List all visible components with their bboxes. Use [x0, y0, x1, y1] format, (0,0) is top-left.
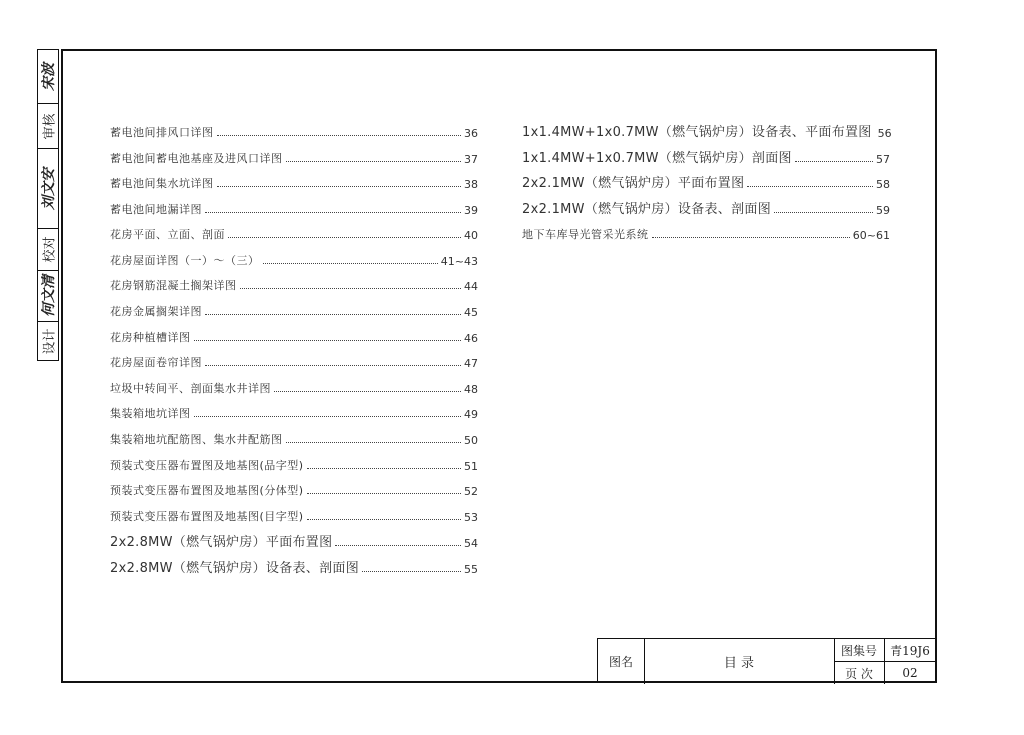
page-label: 页 次	[845, 666, 873, 681]
atlas-no: 青19J6	[890, 643, 930, 658]
toc-entry: 2x2.1MW（燃气锅炉房）平面布置图 58	[522, 176, 890, 191]
approval-strip	[37, 49, 59, 361]
toc-entry: 地下车库导光管采光系统 60~61	[522, 228, 890, 242]
check-label: 校对	[38, 229, 58, 271]
toc-entry: 花房种植槽详图 46	[110, 331, 478, 345]
toc-entry: 蓄电池间排风口详图 36	[110, 126, 478, 140]
toc-entry: 蓄电池间地漏详图 39	[110, 203, 478, 217]
page-no: 02	[902, 666, 918, 680]
drawing-name: 目 录	[723, 656, 755, 671]
reviewer-signature: 宋波	[38, 50, 58, 104]
review-label: 审核	[38, 104, 58, 149]
designer-signature: 何文清	[38, 271, 58, 322]
toc-entry: 2x2.8MW（燃气锅炉房）设备表、剖面图 55	[110, 561, 478, 576]
toc-entry: 花房屋面详图（一）～（三） 41~43	[110, 254, 478, 268]
toc-entry: 花房钢筋混凝土搁架详图 44	[110, 279, 478, 293]
title-block	[597, 638, 936, 683]
toc-entry: 蓄电池间蓄电池基座及进风口详图 37	[110, 152, 478, 166]
toc-entry: 花房金属搁架详图 45	[110, 305, 478, 319]
checker-signature: 刘文安	[38, 149, 58, 229]
toc-entry: 花房平面、立面、剖面 40	[110, 228, 478, 242]
design-label: 设计	[42, 327, 58, 355]
toc-entry: 垃圾中转间平、剖面集水井详图 48	[110, 382, 478, 396]
toc-entry: 1x1.4MW+1x0.7MW（燃气锅炉房）剖面图 57	[522, 151, 890, 166]
toc-entry: 集装箱地坑配筋图、集水井配筋图 50	[110, 433, 478, 447]
drawing-name-label: 图名	[608, 655, 633, 669]
toc-entry: 2x2.1MW（燃气锅炉房）设备表、剖面图 59	[522, 202, 890, 217]
toc-entry: 2x2.8MW（燃气锅炉房）平面布置图 54	[110, 535, 478, 550]
toc-entry: 花房屋面卷帘详图 47	[110, 356, 478, 370]
atlas-no-label: 图集号	[840, 643, 877, 658]
toc-entry: 预装式变压器布置图及地基图(目字型) 53	[110, 510, 478, 524]
toc-entry: 预装式变压器布置图及地基图(分体型) 52	[110, 484, 478, 498]
toc-entry: 集装箱地坑详图 49	[110, 407, 478, 421]
toc-entry: 1x1.4MW+1x0.7MW（燃气锅炉房）设备表、平面布置图 56	[522, 125, 892, 140]
toc-entry: 蓄电池间集水坑详图 38	[110, 177, 478, 191]
toc-entry: 预装式变压器布置图及地基图(品字型) 51	[110, 459, 478, 473]
